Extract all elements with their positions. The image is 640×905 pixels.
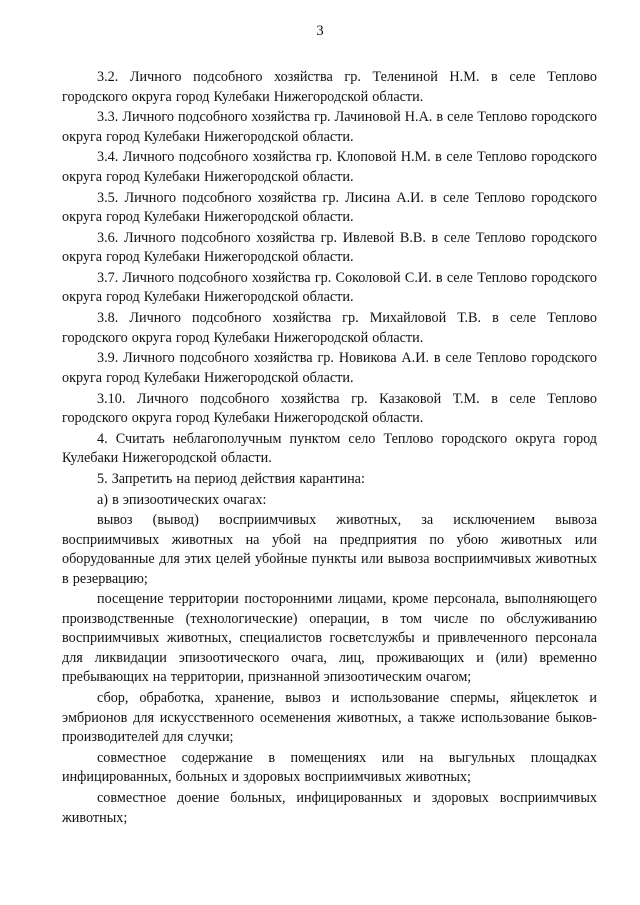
- paragraph-3-5: 3.5. Личного подсобного хозяйства гр. Лисина А.И. в селе Теплово городского округа город Кулебаки Нижегородской области.: [62, 189, 597, 226]
- paragraph-3-2: 3.2. Личного подсобного хозяйства гр. Телениной Н.М. в селе Теплово городского округа город Кулебаки Нижегородской области.: [62, 69, 597, 105]
- paragraph-3-6: 3.6. Личного подсобного хозяйства гр. Ивлевой В.В. в селе Теплово городского округа город Кулебаки Нижегородской области.: [62, 229, 597, 266]
- paragraph-joint-keeping-ban: совместное содержание в помещениях или на выгульных площадках инфицированных, больных и здоровых восприимчивых животных;: [62, 749, 597, 786]
- page-number: 3: [316, 23, 324, 39]
- paragraph-3-8: 3.8. Личного подсобного хозяйства гр. Михайловой Т.В. в селе Теплово городского округа город Кулебаки Нижегородской области.: [62, 310, 597, 346]
- paragraph-export-ban: вывоз (вывод) восприимчивых животных, за исключением вывоза восприимчивых животных на убой на предприятия по убою животных или оборудованные для этих целей убойные пункты или вывоза восприимчивых животных в резервацию;: [62, 512, 597, 587]
- paragraph-3-3: 3.3. Личного подсобного хозяйства гр. Лачиновой Н.А. в селе Теплово городского округа город Кулебаки Нижегородской области.: [62, 109, 597, 145]
- paragraph-4: 4. Считать неблагополучным пунктом село Теплово городского округа город Кулебаки Нижегородской области.: [62, 430, 597, 467]
- paragraph-joint-milking-ban: совместное доение больных, инфицированных и здоровых восприимчивых животных;: [62, 790, 597, 826]
- paragraph-5a: а) в эпизоотических очагах:: [97, 491, 267, 508]
- document-body: [62, 68, 597, 829]
- paragraph-visit-ban: посещение территории посторонними лицами, кроме персонала, выполняющего производственные (технологические) операции, в том числе по обслуживанию восприимчивых животных, специалистов госветслужбы и привлеченного персонала для ликвидации эпизоотического очага, лиц, проживающих и (или) временно пребывающих на территории, признанной эпизоотическим очагом;: [62, 591, 597, 686]
- paragraph-sperm-ban: сбор, обработка, хранение, вывоз и использование спермы, яйцеклеток и эмбрионов для искусственного осеменения животных, а также использование быков-производителей для случки;: [62, 690, 597, 746]
- paragraph-3-7: 3.7. Личного подсобного хозяйства гр. Соколовой С.И. в селе Теплово городского округа город Кулебаки Нижегородской области.: [62, 269, 597, 306]
- paragraph-3-4: 3.4. Личного подсобного хозяйства гр. Клоповой Н.М. в селе Теплово городского округа город Кулебаки Нижегородской области.: [62, 149, 597, 185]
- paragraph-3-9: 3.9. Личного подсобного хозяйства гр. Новикова А.И. в селе Теплово городского округа город Кулебаки Нижегородской области.: [62, 350, 597, 386]
- paragraph-5: 5. Запретить на период действия карантина:: [97, 470, 365, 487]
- paragraph-3-10: 3.10. Личного подсобного хозяйства гр. Казаковой Т.М. в селе Теплово городского округа город Кулебаки Нижегородской области.: [62, 390, 597, 426]
